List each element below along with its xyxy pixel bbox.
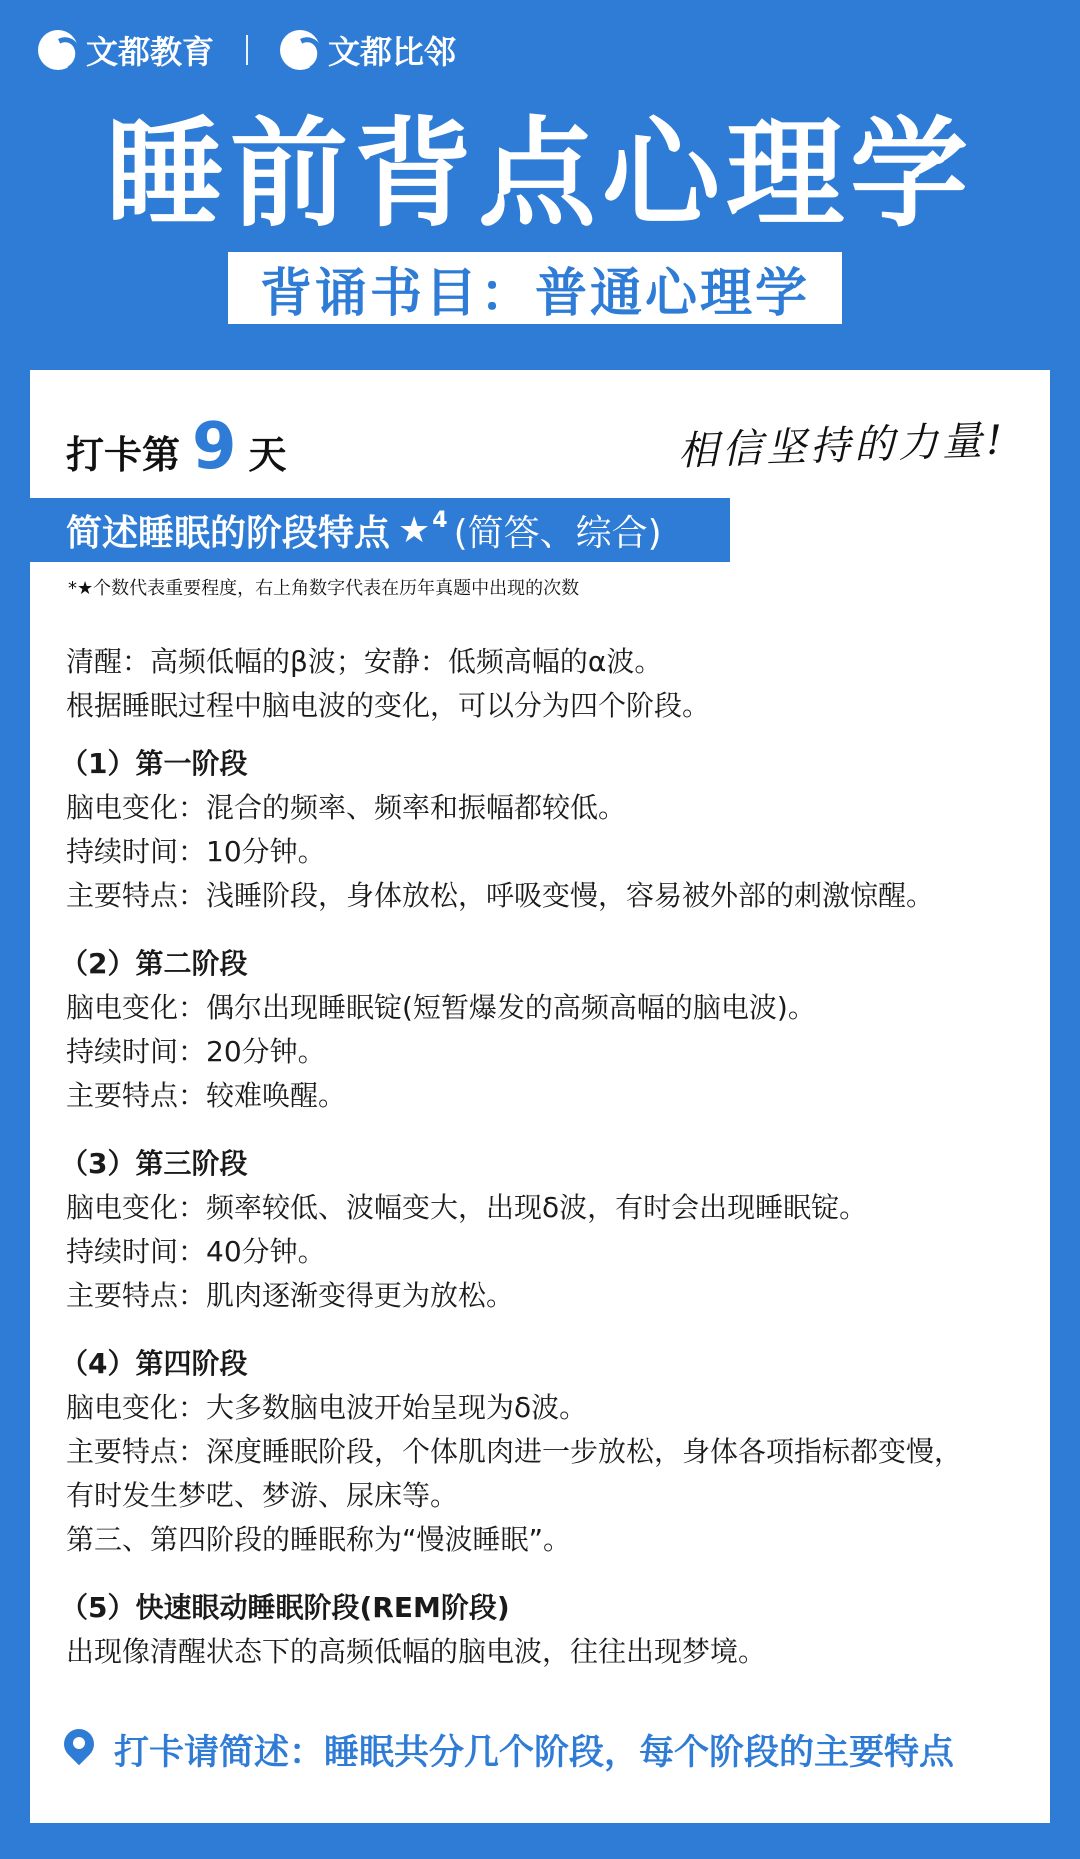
brand-right-label: 文都比邻 — [328, 33, 457, 71]
checkin-day — [66, 410, 287, 484]
slogan: 相信坚持的力量! — [677, 417, 1007, 475]
checkin-day-number: 9 — [192, 410, 237, 484]
stage-title: （1）第一阶段 — [60, 747, 248, 780]
book-label: 背诵书目：普通心理学 — [228, 252, 842, 324]
stage-title: （2）第二阶段 — [60, 947, 248, 980]
stage-title: （4）第四阶段 — [60, 1347, 248, 1380]
wendu-logo-icon — [38, 30, 78, 70]
stage-line: 脑电变化：偶尔出现睡眠锭(短暂爆发的高频高幅的脑电波)。 — [66, 991, 816, 1024]
brand-bar — [38, 28, 456, 72]
brand-left-label: 文都教育 — [86, 33, 215, 71]
checkin-question-text: 打卡请简述：睡眠共分几个阶段，每个阶段的主要特点 — [114, 1733, 955, 1773]
checkin-question — [62, 1725, 954, 1775]
intro-line: 根据睡眠过程中脑电波的变化，可以分为四个阶段。 — [66, 689, 711, 722]
stage-title: （3）第三阶段 — [60, 1147, 248, 1180]
intro-line: 清醒：高频低幅的β波；安静：低频高幅的α波。 — [66, 645, 663, 678]
stage-line: 脑电变化：大多数脑电波开始呈现为δ波。 — [66, 1391, 588, 1424]
stage-line: 主要特点：浅睡阶段，身体放松，呼吸变慢，容易被外部的刺激惊醒。 — [66, 879, 935, 912]
brand-wendu-bilin — [280, 27, 456, 73]
brand-divider — [246, 35, 248, 65]
stage-title: （5）快速眼动睡眠阶段(REM阶段) — [60, 1591, 510, 1624]
topic-title: 简述睡眠的阶段特点 — [66, 512, 391, 554]
exam-count: 4 — [432, 507, 448, 533]
stage-line: 主要特点：深度睡眠阶段，个体肌肉进一步放松，身体各项指标都变慢， — [66, 1435, 963, 1468]
stage-line: 持续时间：10分钟。 — [66, 835, 326, 868]
importance-star-icon: ★ — [398, 509, 431, 551]
legend-note: *★个数代表重要程度，右上角数字代表在历年真题中出现的次数 — [68, 578, 580, 599]
topic-type: (简答、综合) — [453, 512, 662, 554]
stage-line: 持续时间：20分钟。 — [66, 1035, 326, 1068]
stage-line: 主要特点：肌肉逐渐变得更为放松。 — [66, 1279, 515, 1312]
stage-line: 持续时间：40分钟。 — [66, 1235, 326, 1268]
stage-line: 脑电变化：混合的频率、频率和振幅都较低。 — [66, 791, 627, 824]
stage-line: 脑电变化：频率较低、波幅变大，出现δ波，有时会出现睡眠锭。 — [66, 1191, 868, 1224]
checkin-suffix: 天 — [248, 433, 287, 477]
page-title: 睡前背点心理学 — [105, 105, 974, 243]
stage-line: 第三、第四阶段的睡眠称为“慢波睡眠”。 — [66, 1523, 572, 1556]
stage-line: 出现像清醒状态下的高频低幅的脑电波，往往出现梦境。 — [66, 1635, 767, 1668]
brand-wendu-education — [38, 27, 214, 73]
stage-line: 主要特点：较难唤醒。 — [66, 1079, 347, 1112]
checkin-prefix: 打卡第 — [66, 433, 181, 477]
content-card — [30, 370, 1050, 1823]
stage-line: 有时发生梦呓、梦游、尿床等。 — [66, 1479, 459, 1512]
topic-title-bar — [30, 498, 730, 562]
wendu-logo-icon — [280, 30, 320, 70]
location-pin-icon — [62, 1729, 96, 1771]
content-body — [60, 640, 1026, 1674]
